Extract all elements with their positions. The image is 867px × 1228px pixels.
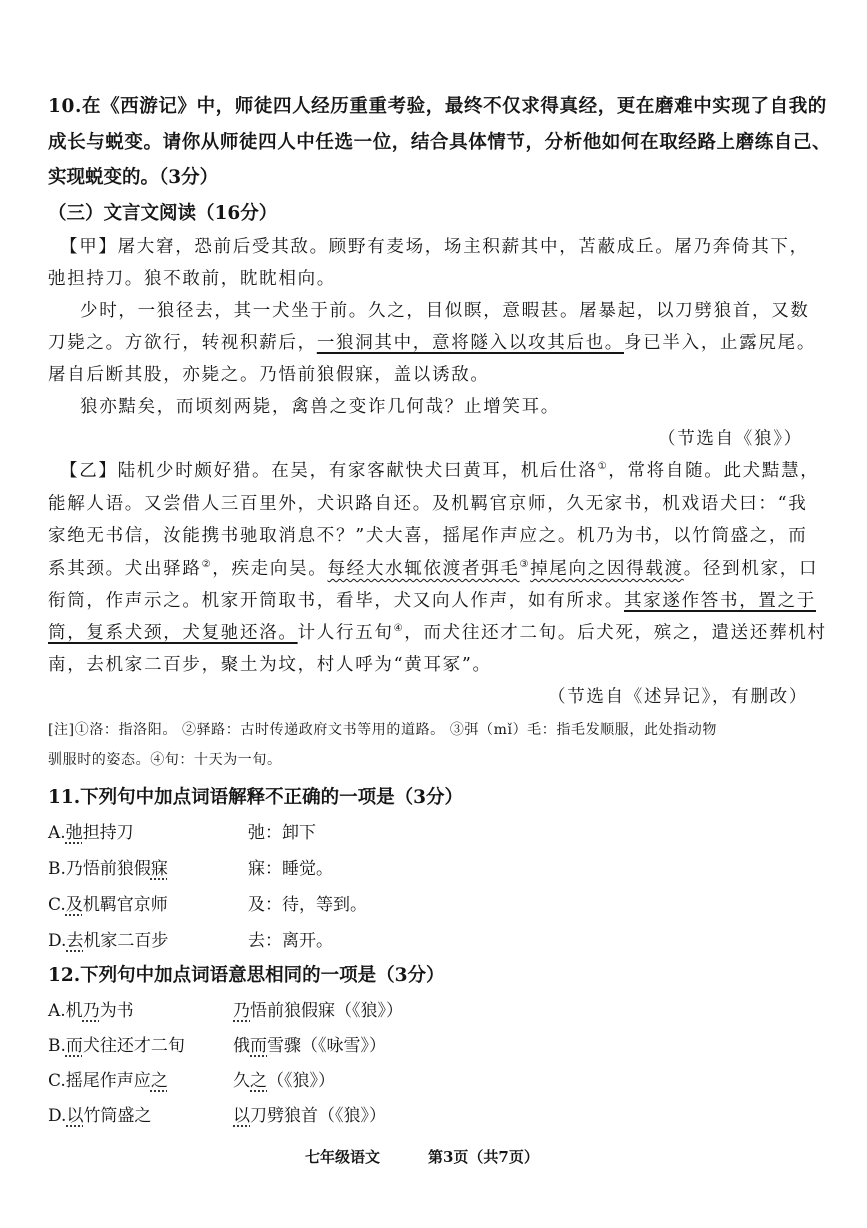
- jia-source: （节选自《狼》）: [658, 429, 803, 449]
- yi-line-4-start: 系其颈。犬出驿路: [48, 559, 202, 579]
- jia-line-2: 弛担持刀。狼不敢前，眈眈相向。: [48, 269, 336, 289]
- note-ref-3: ③: [519, 559, 531, 571]
- q12-b-compare-rest: 雪骤（《咏雪》）: [267, 1036, 386, 1056]
- yi-line-6-end: ，而犬往还才二旬。后犬死，殡之，遣送还葬机村: [404, 623, 827, 643]
- q12-c-prefix: C.摇尾作声应: [48, 1071, 151, 1091]
- q12-c-compare-prefix: 久: [233, 1071, 250, 1091]
- q12-a-prefix: A.机: [48, 1001, 83, 1021]
- note-ref-1: ①: [597, 461, 609, 473]
- q12-a-dotted-word: 乃: [82, 1001, 100, 1021]
- q12-b-compare: [233, 1038, 386, 1055]
- jia-line-1: 【甲】屠大窘，恐前后受其敌。顾野有麦场，场主积薪其中，苫蔽成丘。屠乃奔倚其下，: [60, 237, 809, 257]
- q11-option-d[interactable]: [48, 933, 168, 950]
- yi-line-1-end: ，常将自随。此犬黠慧，: [608, 461, 820, 481]
- q12-title: 12.下列句中加点词语意思相同的一项是（3分）: [48, 965, 445, 986]
- q12-d-dotted-word: 以: [66, 1106, 84, 1126]
- jia-line-6: 狼亦黠矣，而顷刻两毙，禽兽之变诈几何哉？止增笑耳。: [80, 397, 560, 417]
- notes-line-2: 驯服时的姿态。④旬：十天为一旬。: [48, 752, 282, 768]
- q12-a-compare-rest: 悟前狼假寐（《狼》）: [250, 1001, 403, 1021]
- q11-a-rest: 担持刀: [82, 823, 134, 843]
- yi-underlined-sentence-part-2: 筒，复系犬颈，犬复驰还洛。: [48, 623, 298, 643]
- q12-d-rest: 竹筒盛之: [83, 1106, 152, 1126]
- jia-underlined-sentence: 一狼洞其中，意将隧入以攻其后也。: [316, 333, 625, 353]
- notes-line-1: [注]①洛：指洛阳。 ②驿路：古时传递政府文书等用的道路。 ③弭（mǐ）毛：指毛发顺服，此处指动物: [48, 722, 717, 738]
- q11-b-dotted-word: 寐: [150, 859, 168, 879]
- q11-d-dotted-word: 去: [66, 931, 84, 951]
- q11-a-dotted-word: 弛: [65, 823, 83, 843]
- q11-c-prefix: C.: [48, 895, 66, 915]
- section-title: （三）文言文阅读（16分）: [48, 203, 278, 224]
- q12-option-a[interactable]: [48, 1003, 134, 1020]
- q12-d-compare-rest: 刀劈狼首（《狼》）: [250, 1106, 386, 1126]
- yi-line-1-start: 【乙】陆机少时颇好猎。在吴，有家客献快犬曰黄耳，机后仕洛: [60, 461, 598, 481]
- q11-c-explanation: 及：待，等到。: [248, 895, 367, 915]
- q12-d-compare-dotted-word: 以: [233, 1106, 250, 1126]
- yi-line-1: [60, 463, 819, 481]
- q12-b-compare-prefix: 俄: [233, 1036, 250, 1056]
- note-ref-2: ②: [201, 559, 213, 571]
- q11-d-explanation: 去：离开。: [248, 931, 333, 951]
- yi-line-6: [48, 625, 827, 643]
- yi-line-4: [48, 561, 818, 579]
- footer-page-number: 第3页（共7页）: [428, 1148, 539, 1166]
- q12-d-prefix: D.: [48, 1106, 67, 1126]
- yi-line-7: 南，去机家二百步，聚土为坟，村人呼为“黄耳冢”。: [48, 655, 492, 675]
- q11-c-rest: 机羁官京师: [82, 895, 168, 915]
- footer-subject: 七年级语文: [305, 1148, 381, 1166]
- q11-option-b[interactable]: [48, 861, 168, 878]
- jia-line-5: 屠自后断其股，亦毙之。乃悟前狼假寐，盖以诱敌。: [48, 365, 490, 385]
- q12-a-compare: [233, 1003, 403, 1020]
- yi-wavy-sentence-part-2: 掉尾向之因得载渡: [530, 559, 684, 579]
- q12-b-rest: 犬往还才二旬: [82, 1036, 185, 1056]
- yi-line-4-end: 。径到机家，口: [683, 559, 819, 579]
- q11-option-a[interactable]: [48, 825, 134, 842]
- q12-b-compare-dotted-word: 而: [250, 1036, 267, 1056]
- q12-a-compare-dotted-word: 乃: [233, 1001, 250, 1021]
- jia-line-4-end: 身已半入，止露尻尾。: [624, 333, 817, 353]
- yi-underlined-sentence-part-1: 其家遂作答书，置之于: [624, 591, 816, 611]
- yi-wavy-sentence-part-1: 每经大水辄依渡者弭毛: [327, 559, 520, 579]
- jia-line-3: 少时，一狼径去，其一犬坐于前。久之，目似瞑，意暇甚。屠暴起，以刀劈狼首，又数: [80, 301, 810, 321]
- q10-line-3: 实现蜕变的。（3分）: [48, 167, 219, 188]
- q12-option-c[interactable]: [48, 1073, 168, 1090]
- q12-c-dotted-word: 之: [150, 1071, 168, 1091]
- q11-title: 11.下列句中加点词语解释不正确的一项是（3分）: [48, 787, 464, 808]
- q11-a-prefix: A.: [48, 823, 66, 843]
- q12-b-prefix: B.: [48, 1036, 66, 1056]
- q12-option-d[interactable]: [48, 1108, 151, 1125]
- yi-line-6-mid: 计人行五旬: [297, 623, 394, 643]
- q12-c-compare-dotted-word: 之: [250, 1071, 267, 1091]
- q12-c-compare-rest: （《狼》）: [267, 1071, 335, 1091]
- note-ref-4: ④: [393, 623, 405, 635]
- yi-source: （节选自《述异记》，有删改）: [548, 687, 809, 707]
- q12-d-compare: [233, 1108, 386, 1125]
- q12-b-dotted-word: 而: [65, 1036, 83, 1056]
- q12-a-rest: 为书: [99, 1001, 134, 1021]
- q11-option-c[interactable]: [48, 897, 168, 914]
- q10-line-2: 成长与蜕变。请你从师徒四人中任选一位，结合具体情节，分析他如何在取经路上磨练自己、: [48, 132, 832, 153]
- jia-line-4: [48, 335, 816, 353]
- q11-b-prefix: B.乃悟前狼假: [48, 859, 151, 879]
- q11-c-dotted-word: 及: [65, 895, 83, 915]
- q11-b-explanation: 寐：睡觉。: [248, 859, 333, 879]
- yi-line-4-mid: ，疾走向吴。: [212, 559, 328, 579]
- yi-line-2: 能解人语。又尝借人三百里外，犬识路自还。及机羁官京师，久无家书，机戏语犬曰：“我: [48, 494, 808, 514]
- q10-line-1: 10.在《西游记》中，师徒四人经历重重考验，最终不仅求得真经，更在磨难中实现了自我的: [48, 96, 827, 117]
- q11-d-prefix: D.: [48, 931, 67, 951]
- q12-option-b[interactable]: [48, 1038, 185, 1055]
- q11-a-explanation: 弛：卸下: [248, 823, 316, 843]
- q12-c-compare: [233, 1073, 335, 1090]
- yi-line-5-start: 衔筒，作声示之。机家开筒取书，看毕，犬又向人作声，如有所求。: [48, 591, 624, 611]
- q11-d-rest: 机家二百步: [83, 931, 169, 951]
- yi-line-5: [48, 593, 816, 611]
- jia-line-4-start: 刀毙之。方欲行，转视积薪后，: [48, 333, 317, 353]
- yi-line-3: 家绝无书信，汝能携书驰取消息不？”犬大喜，摇尾作声应之。机乃为书，以竹筒盛之，而: [48, 526, 808, 546]
